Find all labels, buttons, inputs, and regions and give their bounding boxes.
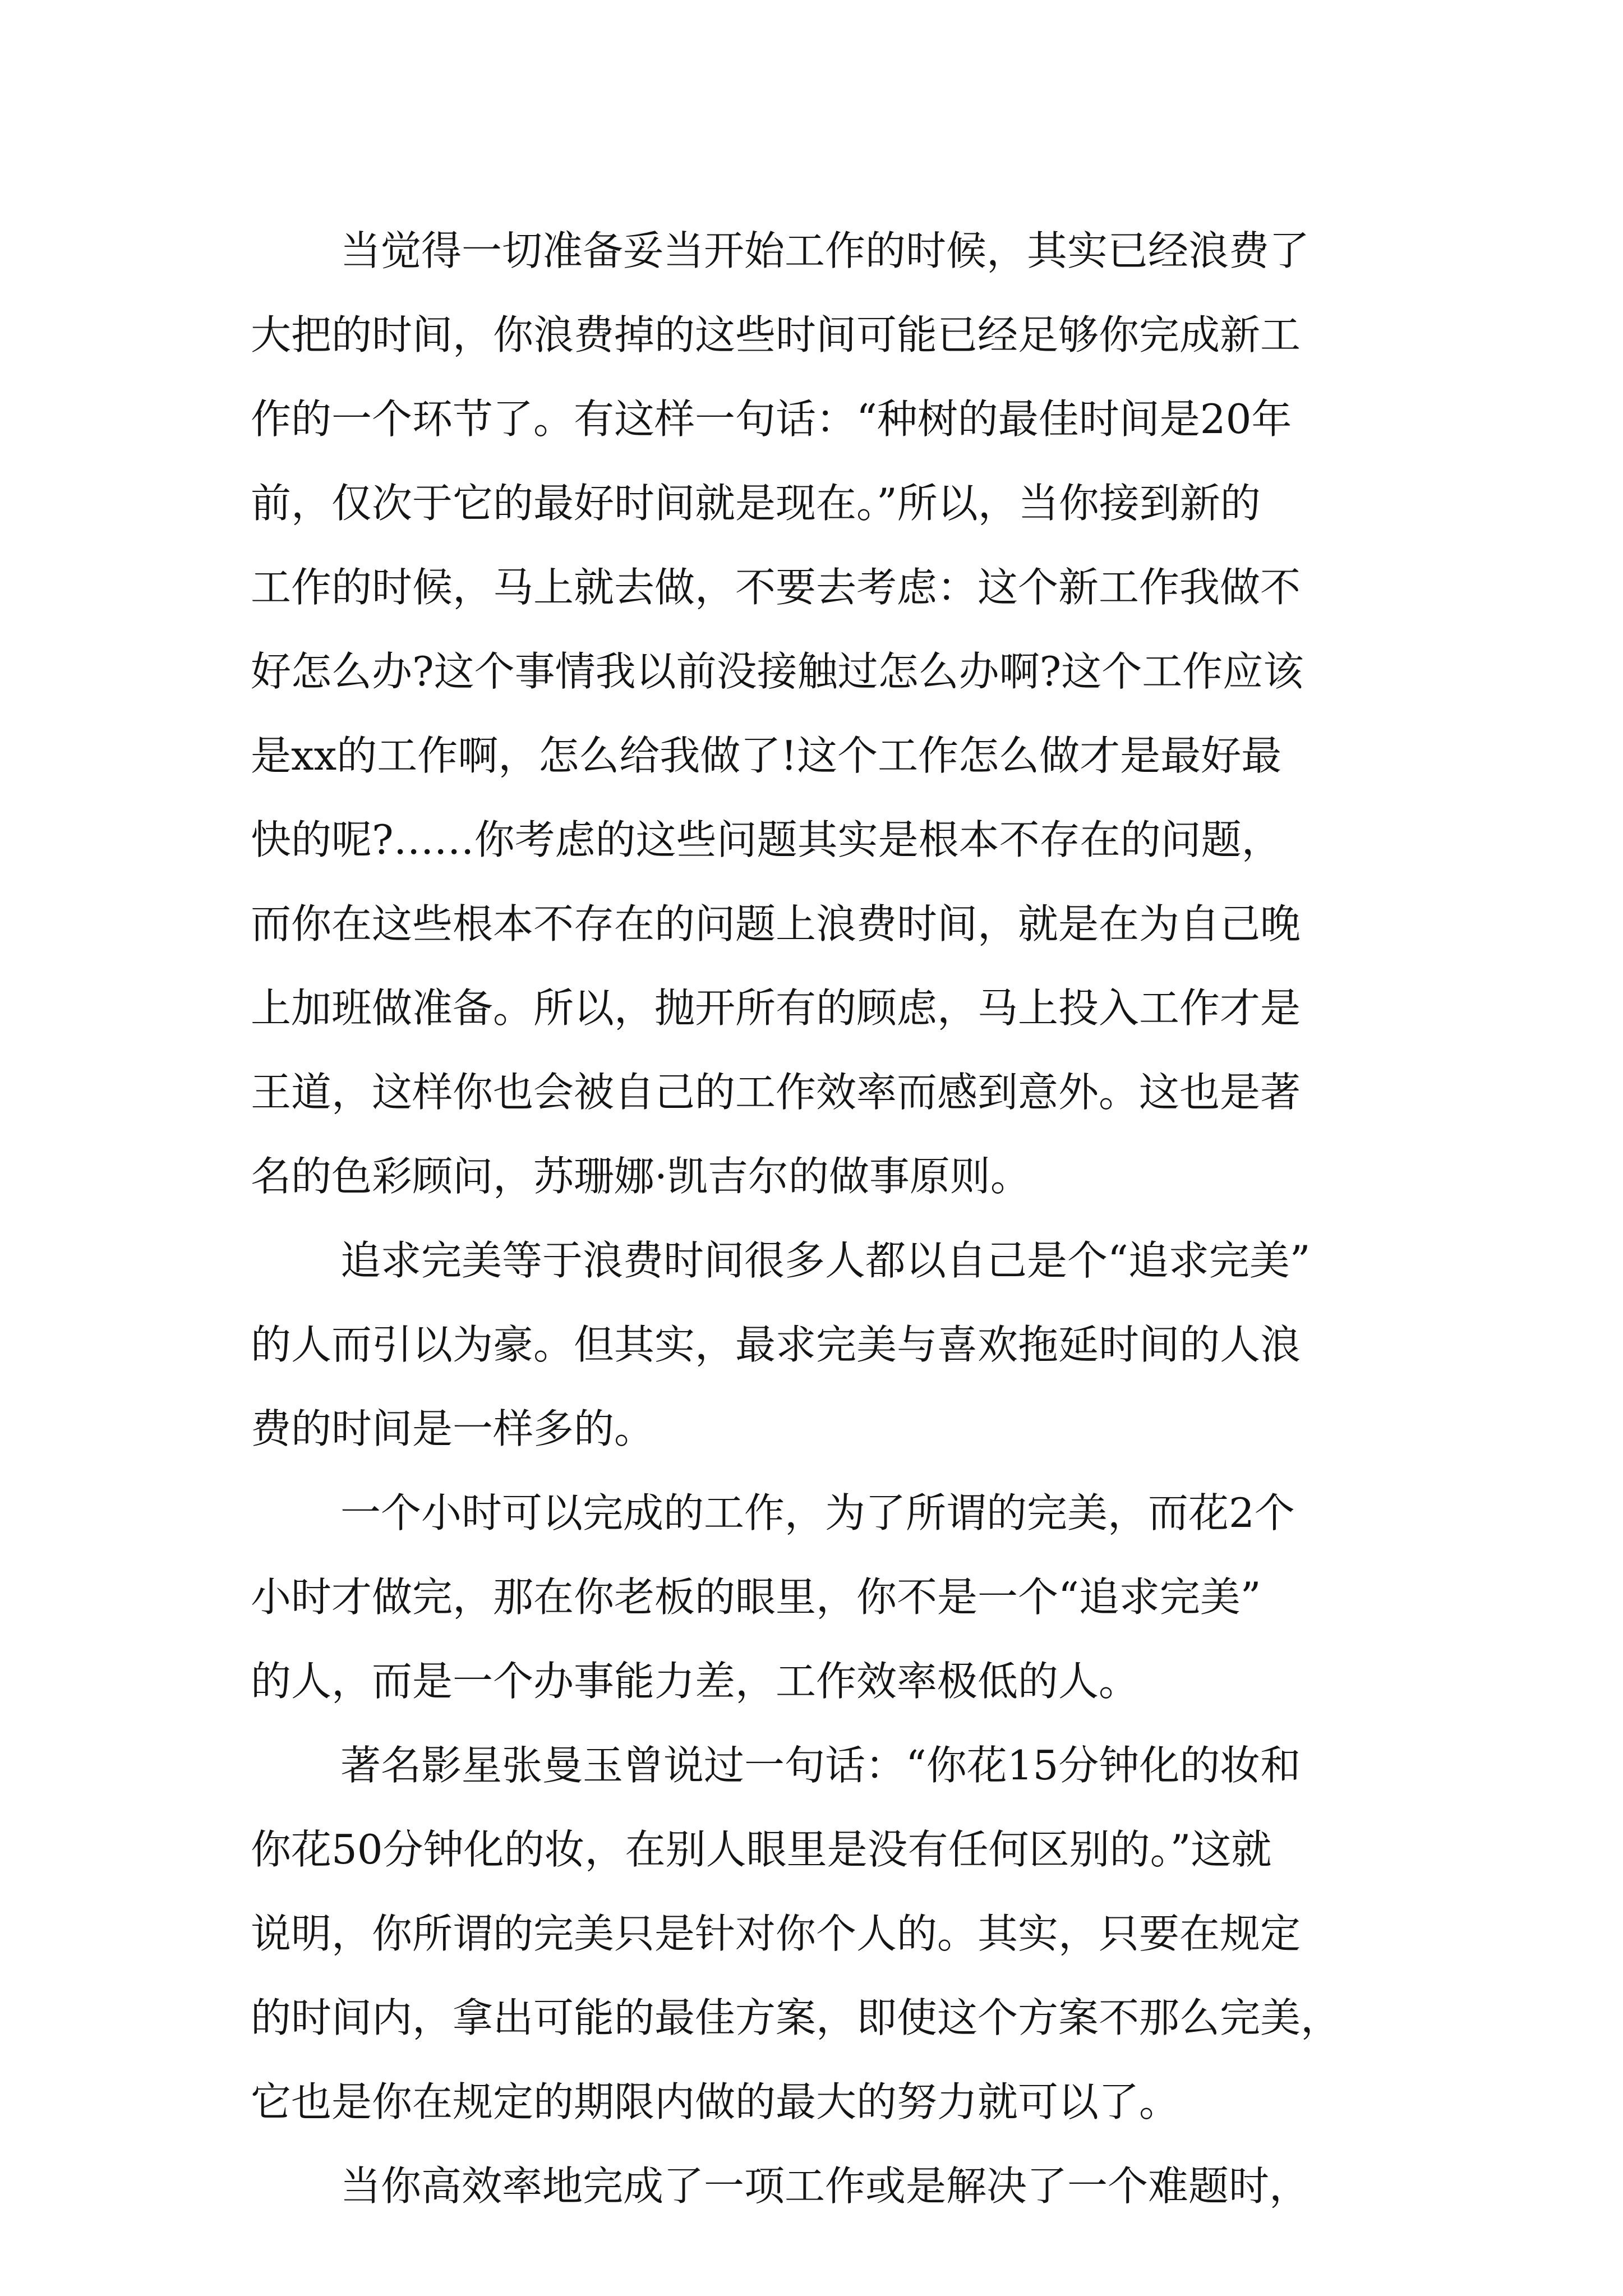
text-line: 的人，而是一个办事能力差，工作效率极低的人。 xyxy=(251,1658,1140,1705)
text-line: 王道，这样你也会被自己的工作效率而感到意外。这也是著 xyxy=(251,1069,1301,1116)
text-line: 当你高效率地完成了一项工作或是解决了一个难题时， xyxy=(340,2162,1310,2210)
text-line: 的时间内，拿出可能的最佳方案，即使这个方案不那么完美， xyxy=(251,1994,1341,2041)
text-line: 费的时间是一样多的。 xyxy=(251,1405,655,1452)
text-line: 说明，你所谓的完美只是针对你个人的。其实，只要在规定 xyxy=(251,1910,1301,1957)
text-line: 作的一个环节了。有这样一句话：“种树的最佳时间是20年 xyxy=(251,395,1292,443)
text-line: 著名影星张曼玉曾说过一句话：“你花15分钟化的妆和 xyxy=(340,1742,1301,1789)
text-line: 一个小时可以完成的工作，为了所谓的完美，而花2个 xyxy=(340,1489,1295,1536)
text-line: 当觉得一切准备妥当开始工作的时候，其实已经浪费了 xyxy=(340,227,1310,274)
text-line: 是xx的工作啊，怎么给我做了!这个工作怎么做才是最好最 xyxy=(251,732,1282,779)
text-line: 小时才做完，那在你老板的眼里，你不是一个“追求完美” xyxy=(251,1573,1261,1621)
text-line: 快的呢?……你考虑的这些问题其实是根本不存在的问题， xyxy=(251,816,1282,863)
text-line: 追求完美等于浪费时间很多人都以自己是个“追求完美” xyxy=(340,1237,1311,1284)
text-line: 好怎么办?这个事情我以前没接触过怎么办啊?这个工作应该 xyxy=(251,648,1304,695)
text-line: 它也是你在规定的期限内做的最大的努力就可以了。 xyxy=(251,2078,1180,2125)
text-line: 名的色彩顾问，苏珊娜·凯吉尔的做事原则。 xyxy=(251,1153,1031,1200)
text-line: 工作的时候，马上就去做，不要去考虑：这个新工作我做不 xyxy=(251,564,1301,611)
text-line: 大把的时间，你浪费掉的这些时间可能已经足够你完成新工 xyxy=(251,311,1301,358)
text-line: 而你在这些根本不存在的问题上浪费时间，就是在为自己晚 xyxy=(251,900,1301,947)
text-line: 你花50分钟化的妆，在别人眼里是没有任何区别的。”这就 xyxy=(251,1826,1272,1873)
text-line: 的人而引以为豪。但其实，最求完美与喜欢拖延时间的人浪 xyxy=(251,1321,1301,1368)
text-line: 前，仅次于它的最好时间就是现在。”所以，当你接到新的 xyxy=(251,480,1261,527)
document-body xyxy=(251,209,1384,2228)
text-line: 上加班做准备。所以，抛开所有的顾虑，马上投入工作才是 xyxy=(251,984,1301,1032)
